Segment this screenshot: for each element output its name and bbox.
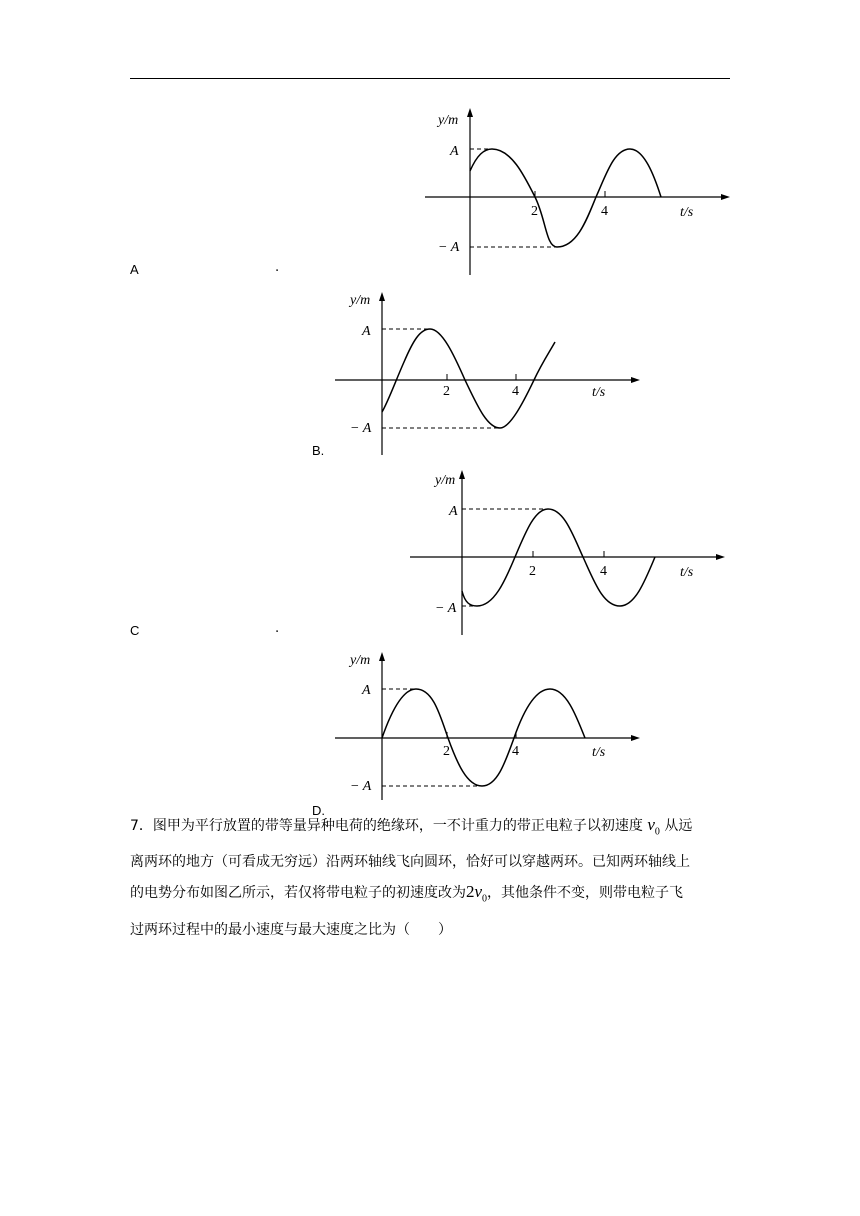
v0-symbol: $v_0$ [474,882,488,905]
y-axis-label: y/m [350,653,371,668]
option-c-graph [405,465,735,640]
tick-4-label: 4 [600,564,607,579]
wave-curve [470,149,661,247]
question-line-2: 离两环的地方（可看成无穷远）沿两环轴线飞向圆环，恰好可以穿越两环。已知两环轴线上 [130,854,690,871]
t-axis-label: t/s [592,745,606,760]
t-axis-label: t/s [680,205,694,220]
amp-label: A [450,144,459,159]
question-line-3 [130,877,735,914]
question-line-1 [130,810,735,847]
option-d-label: D. [312,803,325,818]
tick-2-label: 2 [443,384,450,399]
question-line-4: 过两环过程中的最小速度与最大速度之比为（ ） [130,921,452,938]
v0-symbol: $v_0$ [647,815,660,838]
header-rule [130,78,730,79]
t-axis-label: t/s [680,565,694,580]
question-text: 的电势分布如图乙所示，若仅将带电粒子的初速度改为 [130,885,466,902]
question-text: 从远 [664,818,693,834]
y-axis-label: y/m [435,473,456,488]
option-b-graph [330,285,650,460]
option-a-label: A [130,262,139,277]
amp-label: A [449,504,458,519]
option-a-dot: . [275,260,280,275]
question-7 [130,810,735,945]
wave-curve [382,329,555,428]
tick-4-label: 4 [512,384,519,399]
question-number: 7 [130,818,139,834]
tick-4-label: 4 [512,744,519,759]
neg-amp-label: − A [438,240,460,255]
tick-4-label: 4 [601,204,608,219]
tick-2-label: 2 [531,204,538,219]
amp-label: A [362,683,371,698]
option-d-graph [330,645,650,805]
y-axis-label: y/m [438,113,459,128]
tick-2-label: 2 [529,564,536,579]
neg-amp-label: − A [435,601,457,616]
neg-amp-label: − A [350,421,372,436]
option-c-label: C [130,623,140,638]
neg-amp-label: − A [350,779,372,794]
t-axis-label: t/s [592,385,606,400]
y-axis-label: y/m [350,293,371,308]
amp-label: A [362,324,371,339]
question-text: ，其他条件不变，则带电粒子飞 [487,885,684,902]
tick-2-label: 2 [443,744,450,759]
option-a-graph [420,105,740,280]
option-c-dot: . [275,621,280,636]
coef-2: 2 [466,882,475,902]
option-b-label: B. [312,443,325,458]
question-text: ．图甲为平行放置的带等量异种电荷的绝缘环，一不计重力的带正电粒子以初速度 [138,818,643,834]
